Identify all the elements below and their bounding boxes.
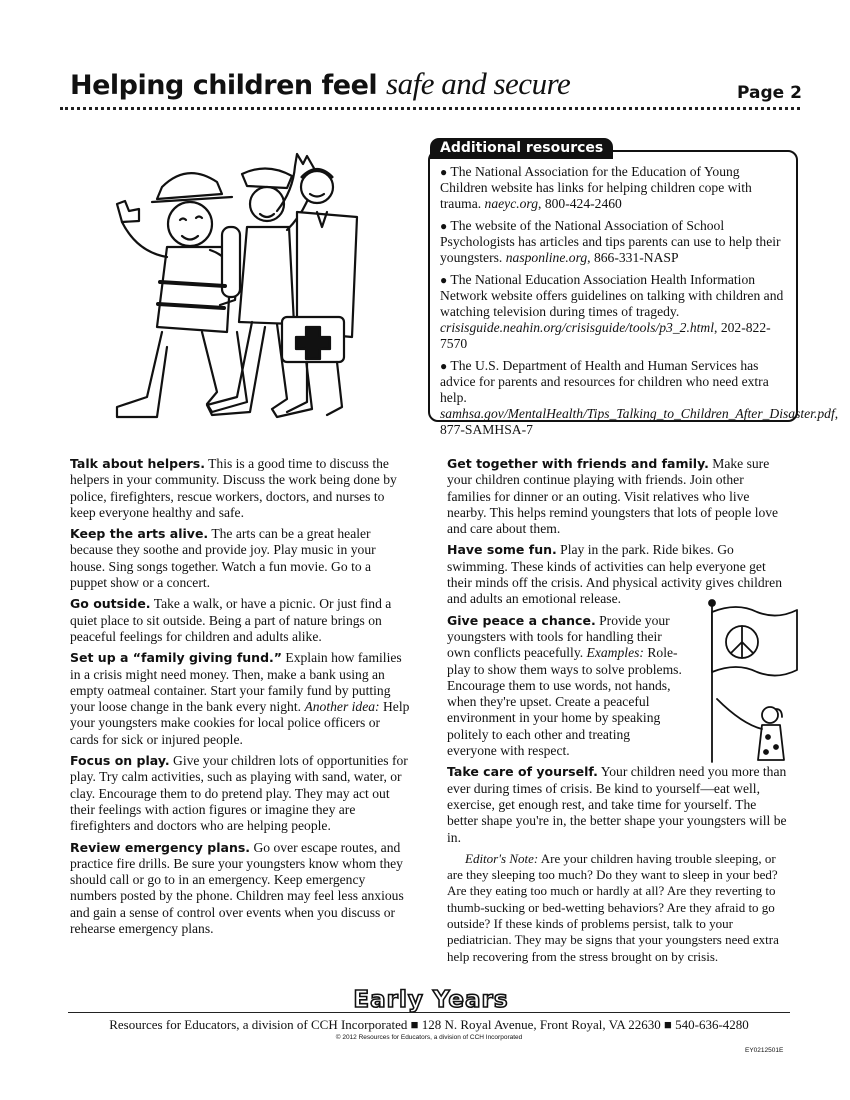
tip-paragraph: Give peace a chance. Provide your youngsters with tools for handling their own conflicts peacefully. Examples: Role-play to show them ways to solve problems. Encourage them to use words, not hands, when they're upset. Create a peaceful environment in your home by speaking politely to each other and treating everyone with respect. bbox=[447, 612, 682, 759]
tip-paragraph: Keep the arts alive. The arts can be a great healer because they soothe and provide joy. Play music in your house. Sing songs together. Watch a fun movie. Go to a puppet show or a concert. bbox=[70, 526, 376, 591]
tip-paragraph: Talk about helpers. This is a good time to discuss the helpers in your community. Discuss the work being done by police, firefighters, rescue workers, doctors, and nurses to keep everyone healthy and safe. bbox=[70, 456, 397, 520]
page-title bbox=[70, 66, 570, 102]
footer-code: EY0212501E bbox=[745, 1047, 784, 1054]
tip-heading: Give peace a chance. bbox=[447, 612, 596, 628]
header-divider bbox=[60, 107, 800, 110]
resource-url[interactable]: crisisguide.neahin.org/crisisguide/tools/p3_2.html bbox=[440, 320, 715, 335]
page-number: Page 2 bbox=[737, 83, 802, 103]
tip-paragraph: Set up a “family giving fund.” Explain how families in a crisis might need money. Then, make a bank using an empty oatmeal container. Start your family fund by putting your loose change in the bank every night. Another idea: Help your youngsters make cookies for local police officers or cards for sick or injured people. bbox=[70, 650, 410, 747]
left-column bbox=[70, 456, 410, 942]
resource-item: ● The U.S. Department of Health and Human Services has advice for parents and resources for children who need extra help. samhsa.gov/MentalHealth/Tips_Talking_to_Children_After_Disaster.pdf, 877-SAMHSA-7 bbox=[440, 358, 839, 437]
tip-paragraph: Focus on play. Give your children lots of opportunities for play. Try calm activities, such as playing with sand, water, or clay. Encourage them to do pretend play. They may act out their feelings with action figures or imagine they are firefighters and doctors who are helping people. bbox=[70, 753, 408, 834]
footer-divider bbox=[68, 1012, 790, 1013]
resource-url[interactable]: naeyc.org bbox=[484, 196, 539, 211]
title-italic: safe and secure bbox=[386, 66, 571, 101]
editor-note: Editor's Note: Are your children having trouble sleeping, or are they sleeping too much? Do they want to sleep in your bed? Are they eating too much or hardly at all? Are they reverting to thumb-sucking or bed-wetting behaviors? Are they afraid to go outside? If these kinds of problems persist, talk to your pediatrician. They may be signs that your youngsters need extra help recovering from the stress brought on by crisis. bbox=[447, 850, 779, 964]
tip-heading: Get together with friends and family. bbox=[447, 456, 709, 471]
peace-flag-illustration bbox=[690, 597, 800, 767]
early-years-logo bbox=[336, 985, 526, 1013]
tip-heading: Take care of yourself. bbox=[447, 764, 598, 780]
helpers-illustration bbox=[92, 132, 362, 427]
tip-paragraph: Get together with friends and family. Make sure your children continue playing with friends. Join other families for dinner or an outing. Visit relatives who live nearby. This helps remind youngsters that lots of people love and care about them. bbox=[447, 456, 779, 537]
tip-paragraph: Have some fun. Play in the park. Ride bikes. Go swimming. These kinds of activities can help everyone get their minds off the crisis. And physical activity gives children and adults an emotional release. bbox=[447, 542, 782, 607]
resources-box bbox=[428, 150, 839, 437]
footer-address: Resources for Educators, a division of CCH Incorporated ■ 128 N. Royal Avenue, Front Royal, VA 22630 ■ 540-636-4280 bbox=[109, 1017, 749, 1032]
tip-heading: Keep the arts alive. bbox=[70, 526, 209, 542]
tip-heading: Set up a “family giving fund.” bbox=[70, 650, 282, 666]
editor-note-label: Editor's Note: bbox=[465, 850, 539, 866]
tip-heading: Go outside. bbox=[70, 596, 151, 612]
tip-heading: Review emergency plans. bbox=[70, 839, 251, 855]
tip-heading: Focus on play. bbox=[70, 753, 170, 769]
tip-paragraph: Take care of yourself. Your children need you more than ever during times of crisis. Be kind to yourself—eat well, exercise, get enough rest, and take time for yourself. The better shape you're in, the better shape your youngsters will be in. bbox=[447, 764, 787, 845]
tip-heading: Talk about helpers. bbox=[70, 456, 205, 471]
tip-paragraph: Review emergency plans. Go over escape routes, and practice fire drills. Be sure your youngsters know whom they should call or go to in an emergency. Keep emergency numbers posted by the phone. Children may feel less anxious and gain a sense of control over events when you discuss or rehearse emergency plans. bbox=[70, 839, 404, 937]
resource-item: ● The website of the National Association of School Psychologists has articles and tips parents can use to help their youngsters. nasponline.org, 866-331-NASP bbox=[440, 218, 781, 265]
tip-paragraph: Go outside. Take a walk, or have a picnic. Or just find a quiet place to sit outside. Being a part of nature brings on peaceful feelings for children and adults alike. bbox=[70, 596, 392, 644]
resources-heading: Additional resources bbox=[430, 138, 613, 159]
resource-url[interactable]: nasponline.org bbox=[505, 250, 588, 265]
logo-text: Early Years bbox=[353, 987, 509, 1013]
resource-url[interactable]: samhsa.gov/MentalHealth/Tips_Talking_to_Children_After_Disaster.pdf bbox=[440, 406, 835, 421]
footer-copyright: © 2012 Resources for Educators, a division of CCH Incorporated bbox=[335, 1034, 523, 1041]
resource-item: ● The National Education Association Health Information Network website offers guidelines on talking with children and watching television during times of tragedy. crisisguide.neahin.org/crisisguide/tools/p3_2.html, 202-822-7570 bbox=[440, 272, 784, 351]
title-bold: Helping children feel bbox=[70, 70, 378, 101]
tip-heading: Have some fun. bbox=[447, 542, 557, 558]
resource-item: ● The National Association for the Education of Young Children website has links for helping children cope with trauma. naeyc.org, 800-424-2460 bbox=[440, 164, 752, 211]
